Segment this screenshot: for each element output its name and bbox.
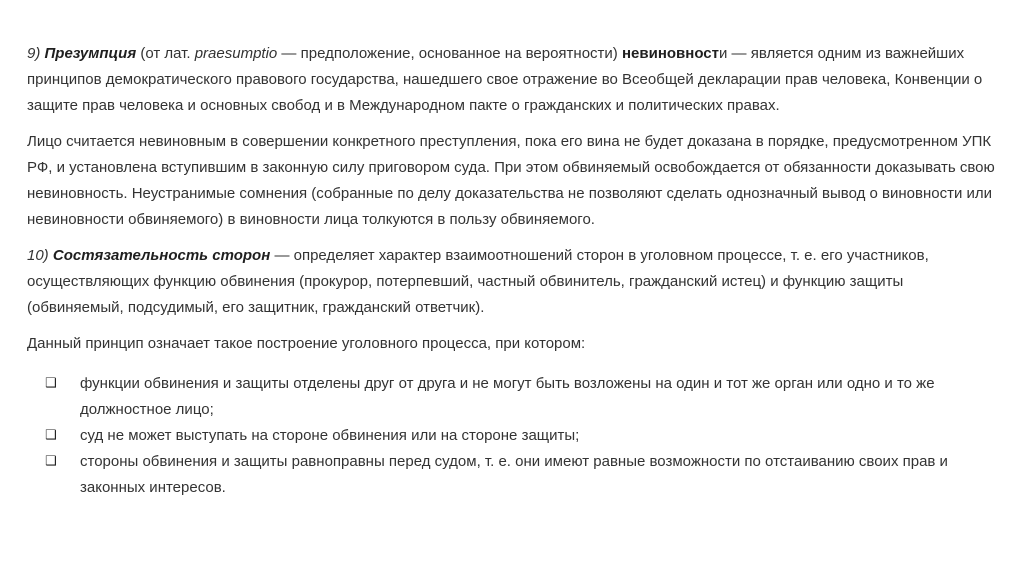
paragraph-text: и — является одним из важнейших принципов демократического правового государства, нашедшего свое отражение во Всеобщей декларации прав человека, Конвенции о защите прав человека и основных свобод и в Международном пакте о гражданских и политических правах. [27,45,983,114]
document-body [27,41,1002,501]
paragraph-text: — определяет характер взаимоотношений сторон в уголовном процессе, т. е. его участников, осуществляющих функцию обвинения (прокурор, потерпевший, частный обвинитель, гражданский истец) и функцию защиты (обвиняемый, подсудимый, его защитник, гражданский ответчик). [27,247,929,316]
paragraph-principle-intro: Данный принцип означает такое построение уголовного процесса, при котором: [27,335,586,352]
paragraph-text: — предположение, основанное на вероятности) [277,45,622,62]
list-item-text: функции обвинения и защиты отделены друг от друга и не могут быть возложены на один и тот же орган или одно и то же должностное лицо; [80,375,935,418]
paragraph-adversarial [27,243,1002,321]
item-number-9: 9) [27,45,45,62]
term-presumption: Презумпция [44,45,137,62]
bold-word-innocence: невиновност [621,45,719,62]
checkbox-bullet-icon: ❑ [45,428,57,443]
principle-list [27,371,1002,501]
list-item-text: суд не может выступать на стороне обвинения или на стороне защиты; [80,427,580,444]
list-item-text: стороны обвинения и защиты равноправны перед судом, т. е. они имеют равные возможности по отстаиванию своих прав и законных интересов. [80,453,948,496]
term-adversarial: Состязательность сторон [52,247,271,264]
checkbox-bullet-icon: ❑ [45,376,57,391]
paragraph-presumption [27,41,1002,119]
list-item [27,449,1002,501]
checkbox-bullet-icon: ❑ [45,454,57,469]
latin-term: praesumptio [194,45,278,62]
paragraph-innocence: Лицо считается невиновным в совершении конкретного преступления, пока его вина не будет доказана в порядке, предусмотренном УПК РФ, и установлена вступившим в законную силу приговором суда. При этом обвиняемый освобождается от обязанности доказывать свою невиновность. Неустранимые сомнения (собранные по делу доказательства не позволяют сделать однозначный вывод о виновности или невиновности обвиняемого) в виновности лица толкуются в пользу обвиняемого. [27,133,995,228]
list-item [27,371,1002,423]
item-number-10: 10) [27,247,53,264]
paragraph-text: (от лат. [136,45,195,62]
list-item [27,423,1002,449]
